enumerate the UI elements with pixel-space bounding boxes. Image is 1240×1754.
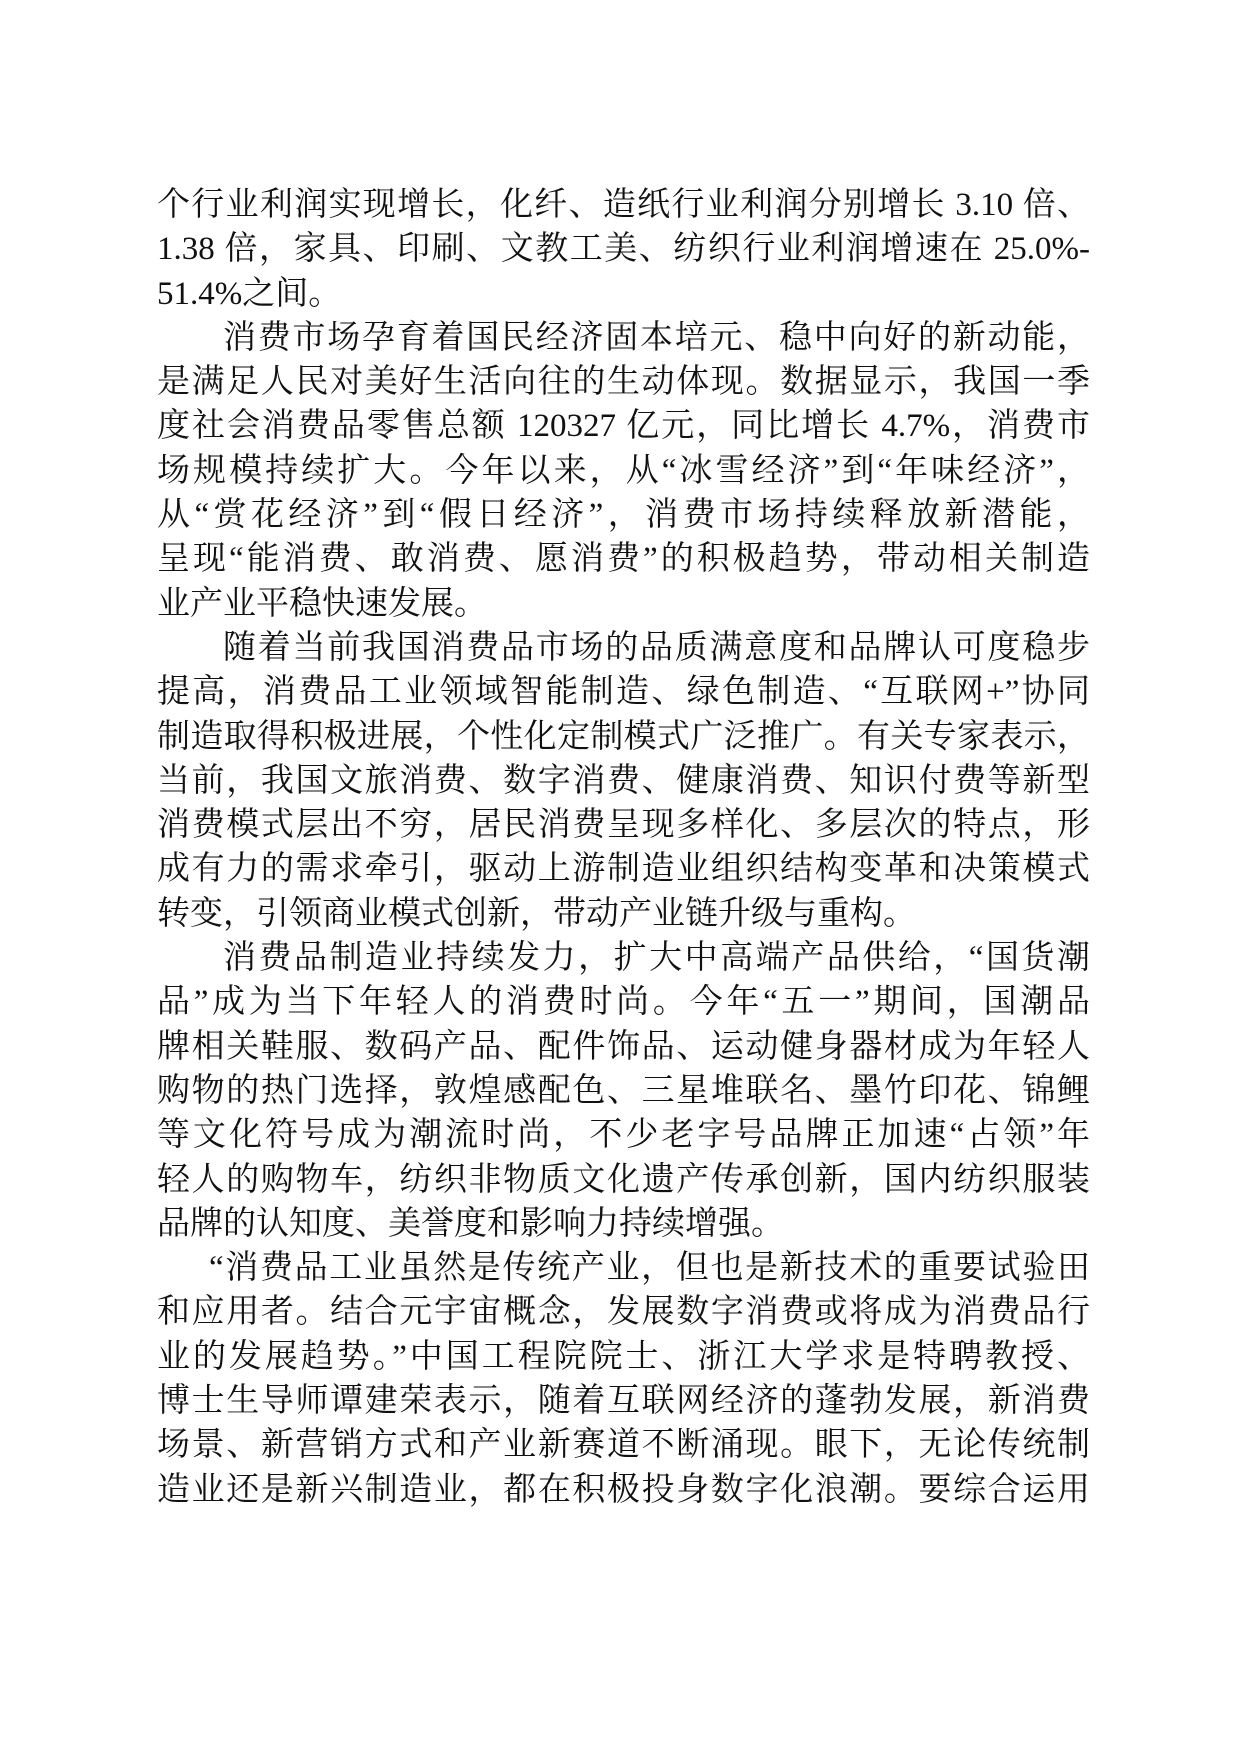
text-line: 个行业利润实现增长，化纤、造纸行业利润分别增长 3.10 倍、: [157, 187, 1090, 223]
text-line: 购物的热门选择，敦煌感配色、三星堆联名、墨竹印花、锦鲤: [157, 1072, 1090, 1109]
text-line: 品牌的认知度、美誉度和影响力持续增强。: [157, 1205, 784, 1242]
document-page: [157, 183, 1090, 1512]
text-line: 博士生导师谭建荣表示，随着互联网经济的蓬勃发展，新消费: [157, 1383, 1090, 1420]
text-line: 等文化符号成为潮流时尚，不少老字号品牌正加速“占领”年: [157, 1117, 1090, 1154]
paragraph: [157, 316, 1090, 626]
text-line: 当前，我国文旅消费、数字消费、健康消费、知识付费等新型: [157, 762, 1090, 799]
text-line: 造业还是新兴制造业，都在积极投身数字化浪潮。要综合运用: [157, 1471, 1090, 1508]
text-line: 随着当前我国消费品市场的品质满意度和品牌认可度稳步: [223, 629, 1090, 666]
text-line: 轻人的购物车，纺织非物质文化遗产传承创新，国内纺织服装: [157, 1161, 1090, 1198]
paragraph: [157, 183, 1090, 316]
text-line: 转变，引领商业模式创新，带动产业链升级与重构。: [157, 895, 916, 932]
text-line: 呈现“能消费、敢消费、愿消费”的积极趋势，带动相关制造: [157, 541, 1090, 578]
text-line: 品”成为当下年轻人的消费时尚。今年“五一”期间，国潮品: [157, 984, 1090, 1021]
text-line: 业产业平稳快速发展。: [157, 585, 487, 622]
text-line: 消费市场孕育着国民经济固本培元、稳中向好的新动能，: [223, 319, 1090, 356]
paragraph: [157, 936, 1090, 1246]
text-line: 成有力的需求牵引，驱动上游制造业组织结构变革和决策模式: [157, 851, 1090, 888]
text-line: 业的发展趋势。”中国工程院院士、浙江大学求是特聘教授、: [157, 1338, 1090, 1375]
text-line: 提高，消费品工业领域智能制造、绿色制造、“互联网+”协同: [157, 674, 1090, 711]
text-line: 场景、新营销方式和产业新赛道不断涌现。眼下，无论传统制: [157, 1427, 1090, 1464]
text-line: 和应用者。结合元宇宙概念，发展数字消费或将成为消费品行: [157, 1294, 1090, 1331]
text-line: 从“赏花经济”到“假日经济”，消费市场持续释放新潜能，: [157, 497, 1090, 534]
paragraph: [157, 1246, 1090, 1512]
text-line: 制造取得积极进展，个性化定制模式广泛推广。有关专家表示，: [157, 718, 1090, 755]
text-line: 消费品制造业持续发力，扩大中高端产品供给，“国货潮: [223, 940, 1090, 977]
text-line: “消费品工业虽然是传统产业，但也是新技术的重要试验田: [209, 1250, 1090, 1287]
text-line: 消费模式层出不穷，居民消费呈现多样化、多层次的特点，形: [157, 807, 1090, 844]
text-line: 1.38 倍，家具、印刷、文教工美、纺织行业利润增速在 25.0%-: [157, 231, 1090, 268]
text-line: 51.4%之间。: [157, 275, 342, 312]
paragraph: [157, 626, 1090, 936]
text-line: 是满足人民对美好生活向往的生动体现。数据显示，我国一季: [157, 364, 1090, 401]
text-line: 场规模持续扩大。今年以来，从“冰雪经济”到“年味经济”，: [157, 452, 1090, 489]
text-line: 牌相关鞋服、数码产品、配件饰品、运动健身器材成为年轻人: [157, 1028, 1090, 1065]
text-line: 度社会消费品零售总额 120327 亿元，同比增长 4.7%，消费市: [157, 408, 1090, 445]
